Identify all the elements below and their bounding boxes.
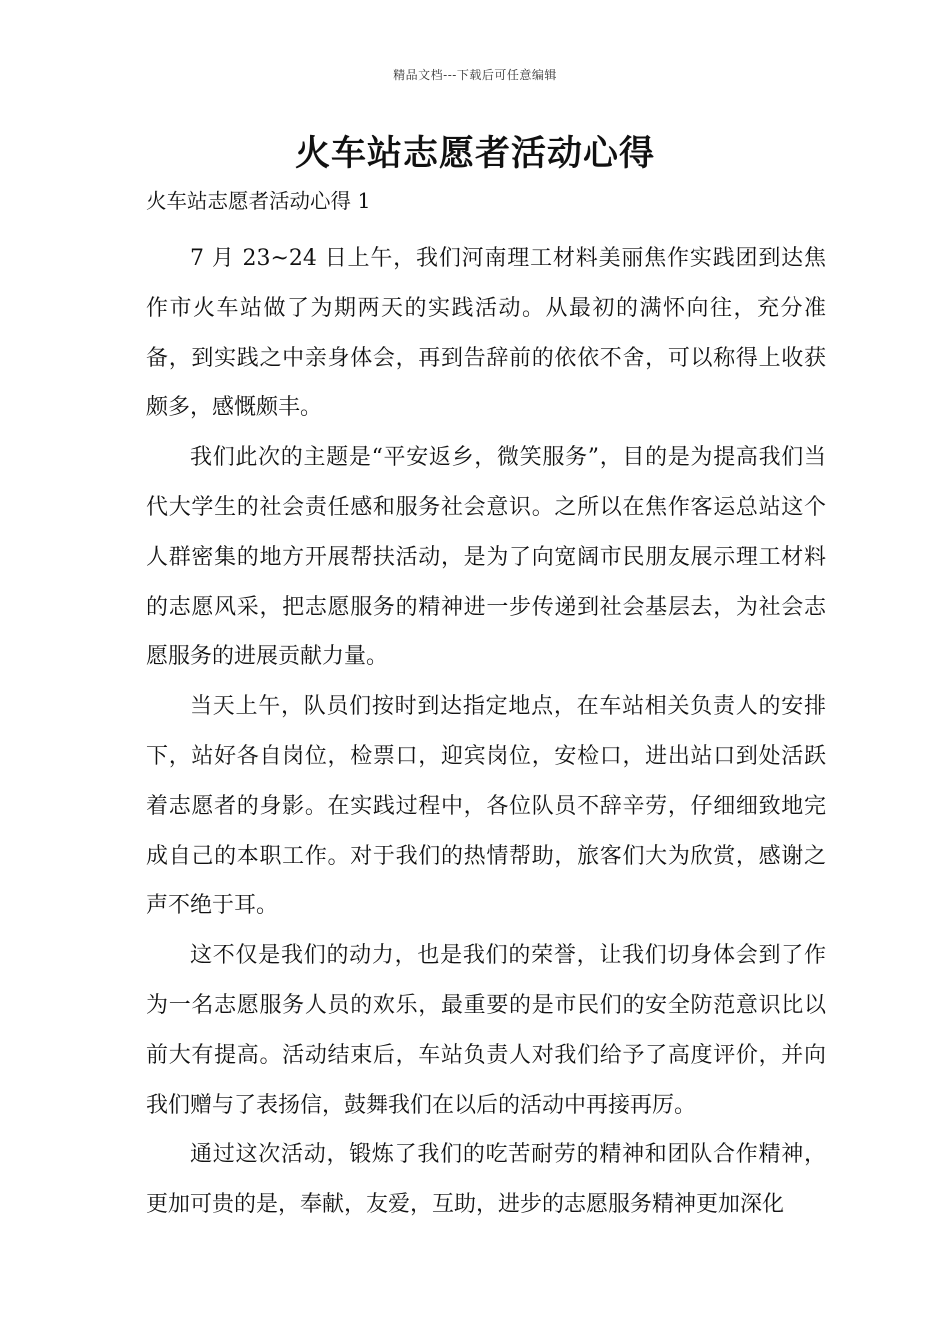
paragraph-1: 7 月 23~24 日上午，我们河南理工材料美丽焦作实践团到达焦作市火车站做了为期两天的实践活动。从最初的满怀向往，充分准备，到实践之中亲身体会，再到告辞前的依依不舍，可以称得上收获颇多，感慨颇丰。 bbox=[146, 246, 826, 421]
document-title: 火车站志愿者活动心得 bbox=[294, 133, 655, 174]
paragraph-3: 当天上午，队员们按时到达指定地点，在车站相关负责人的安排下，站好各自岗位，检票口，迎宾岗位，安检口，进出站口到处活跃着志愿者的身影。在实践过程中，各位队员不辞辛劳，仔细细致地完成自己的本职工作。对于我们的热情帮助，旅客们大为欣赏，感谢之声不绝于耳。 bbox=[146, 694, 826, 919]
paragraph-4: 这不仅是我们的动力，也是我们的荣誉，让我们切身体会到了作为一名志愿服务人员的欢乐，最重要的是市民们的安全防范意识比以前大有提高。活动结束后，车站负责人对我们给予了高度评价，并向我们赠与了表扬信，鼓舞我们在以后的活动中再接再厉。 bbox=[146, 943, 826, 1118]
section-subtitle: 火车站志愿者活动心得 1 bbox=[146, 189, 371, 213]
paragraph-5: 通过这次活动，锻炼了我们的吃苦耐劳的精神和团队合作精神，更加可贵的是，奉献，友爱，互助，进步的志愿服务精神更加深化 bbox=[146, 1142, 826, 1218]
page-header-watermark: 精品文档---下载后可任意编辑 bbox=[393, 68, 557, 82]
paragraph-2: 我们此次的主题是“平安返乡，微笑服务”，目的是为提高我们当代大学生的社会责任感和服务社会意识。之所以在焦作客运总站这个人群密集的地方开展帮扶活动，是为了向宽阔市民朋友展示理工材料的志愿风采，把志愿服务的精神进一步传递到社会基层去，为社会志愿服务的进展贡献力量。 bbox=[146, 445, 826, 670]
document-body bbox=[146, 234, 826, 1230]
